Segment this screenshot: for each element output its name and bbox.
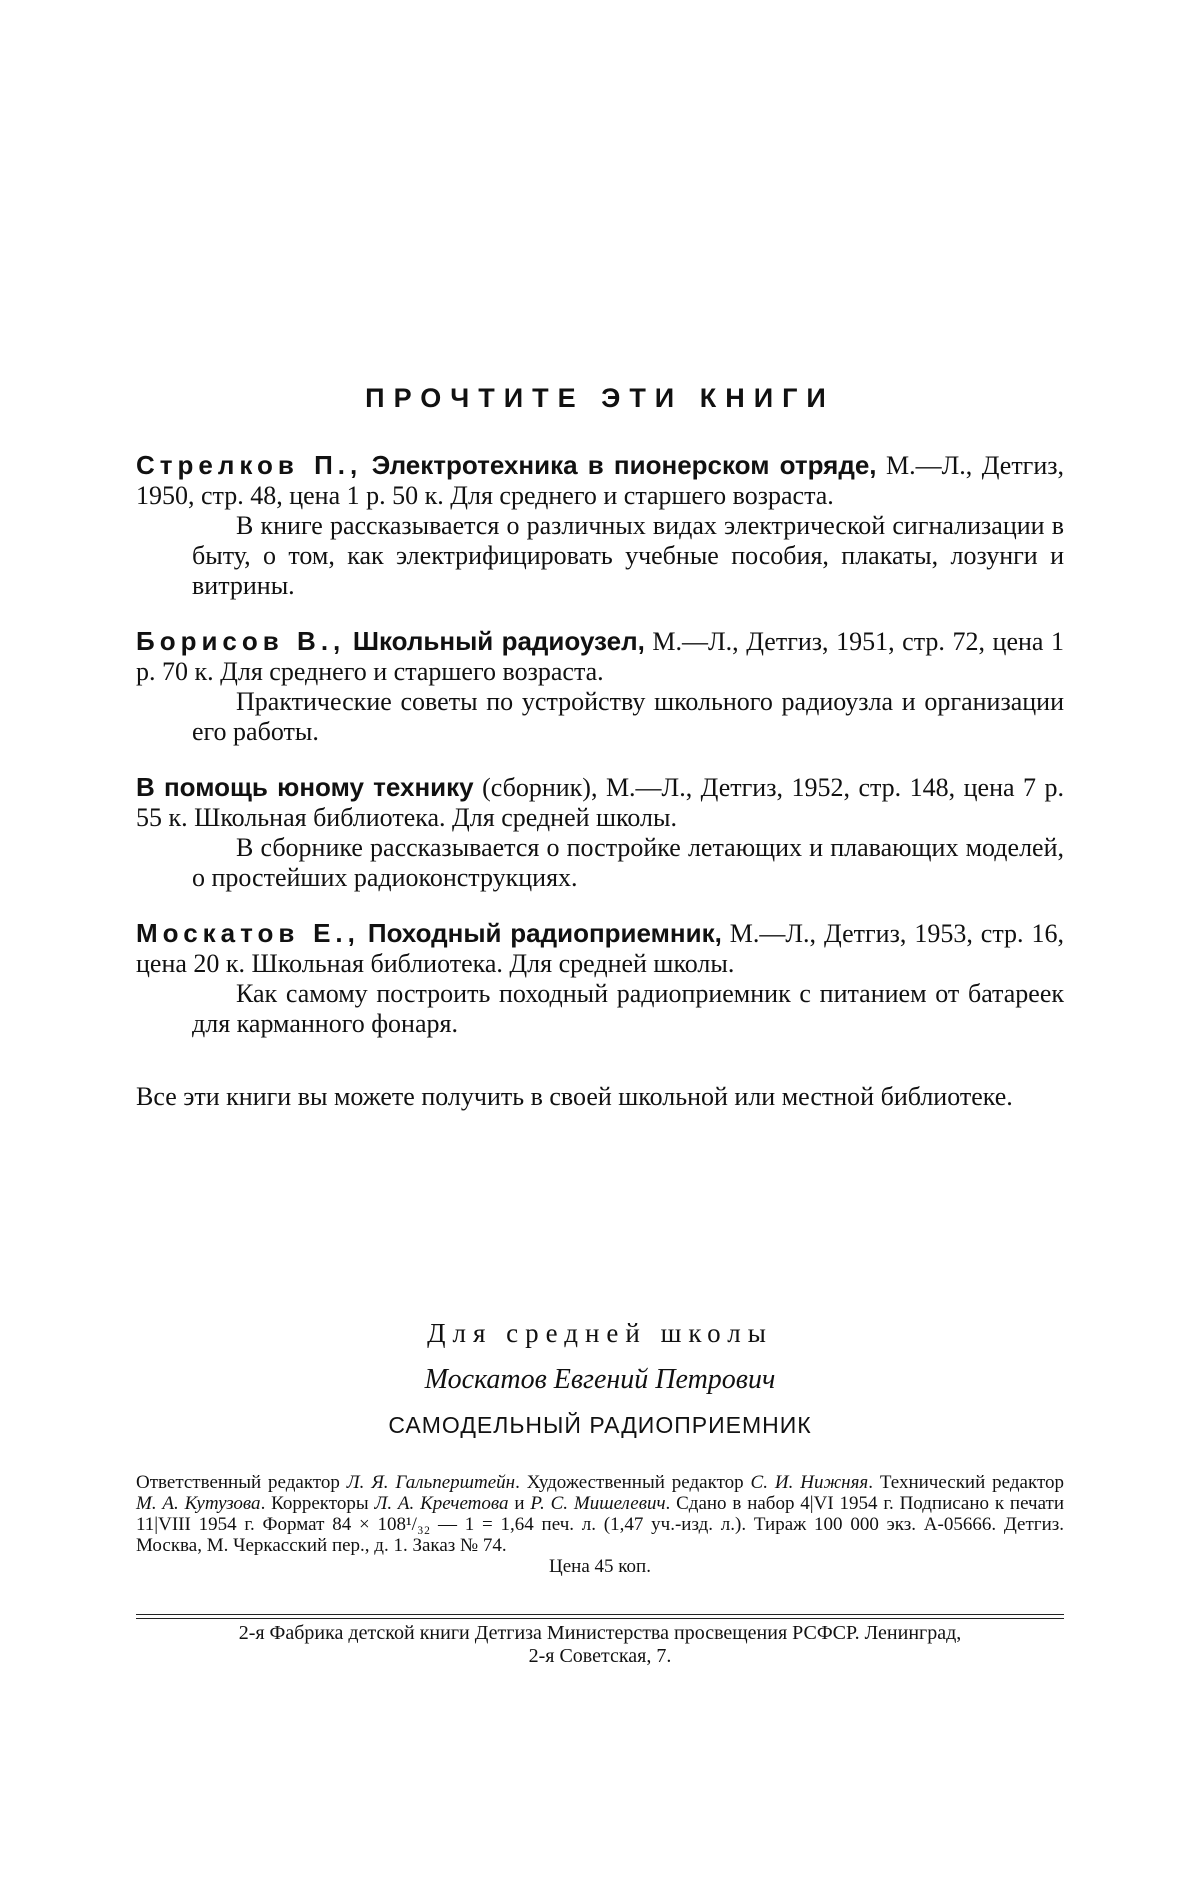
book-title: В помощь юному технику [136,772,474,802]
printer-line: 2-я Фабрика детской книги Детгиза Министерства просвещения РСФСР. Ленинград, [238,1622,962,1644]
editor-name: Л. Я. Гальперштейн [346,1472,516,1493]
main-book-title: САМОДЕЛЬНЫЙ РАДИОПРИЕМНИК [388,1412,812,1438]
editor-name: М. А. Кутузова [136,1493,261,1514]
imprint-block [136,1472,1064,1577]
book-description: В книге рассказывается о различных видах электрической сигнализации в быту, о том, как электрифицировать учебные пособия, плакаты, лозунги и витрины. [192,511,1064,600]
price: Цена 45 коп. [549,1556,651,1577]
printer-line: 2-я Советская, 7. [528,1645,672,1667]
book-title: Походный радиоприемник, [367,918,722,948]
book-biblio: М.—Л., Детгиз, 1953, стр. 16, цена 20 к. Школьная библиотека. Для средней школы. [136,919,1065,978]
book-title: Электротехника в пионерском отряде, [371,450,877,480]
series-label: Для средней школы [427,1318,773,1348]
editor-name: Р. С. Мишелевич [530,1493,666,1514]
imprint-text: и [508,1493,531,1514]
imprint-text: . Сдано в набор 4|VI 1954 г. Подписано к печати 11|VIII 1954 г. Формат 84 × 108¹/₃₂ — 1 = 1,64 печ. л. (1,47 уч.-изд. л.). Тираж 100 000 экз. А-05666. Детгиз. Москва, М. Черкасский пер., д. 1. Заказ № 74. [136,1493,1065,1556]
closing-note: Все эти книги вы можете получить в своей школьной или местной библиотеке. [136,1082,1013,1111]
printer-info [136,1622,1064,1668]
imprint-text: . Корректоры [260,1493,375,1514]
book-description: Практические советы по устройству школьного радиоузла и организации его работы. [192,687,1064,746]
book-author: Стрелков П., [136,450,363,480]
book-description: В сборнике рассказывается о постройке летающих и плавающих моделей, о простейших радиоконструкциях. [192,833,1064,892]
book-biblio: (сборник), М.—Л., Детгиз, 1952, стр. 148, цена 7 р. 55 к. Школьная библиотека. Для средней школы. [136,773,1065,832]
book-description: Как самому построить походный радиоприемник с питанием от батареек для карманного фонаря. [192,979,1064,1038]
editor-name: Л. А. Кречетова [374,1493,509,1514]
imprint-text: . Художественный редактор [515,1472,751,1493]
book-entry [136,626,1064,747]
book-author: Борисов В., [136,626,346,656]
author-name: Москатов Евгений Петрович [424,1364,776,1395]
page-heading: ПРОЧТИТЕ ЭТИ КНИГИ [365,383,835,413]
book-list [136,450,1064,1064]
divider-rule [136,1614,1064,1615]
editor-name: С. И. Нижняя [750,1472,869,1493]
book-author: Москатов Е., [136,918,360,948]
book-entry [136,918,1064,1039]
divider-rule [136,1618,1064,1619]
book-title: Школьный радиоузел, [352,626,645,656]
imprint-text: Ответственный редактор [136,1472,347,1493]
imprint-text: . Технический редактор [868,1472,1064,1493]
book-entry [136,450,1064,601]
book-biblio: М.—Л., Детгиз, 1951, стр. 72, цена 1 р. 70 к. Для среднего и старшего возраста. [136,627,1065,686]
book-biblio: М.—Л., Детгиз, 1950, стр. 48, цена 1 р. 50 к. Для среднего и старшего возраста. [136,451,1065,510]
book-entry [136,772,1064,893]
